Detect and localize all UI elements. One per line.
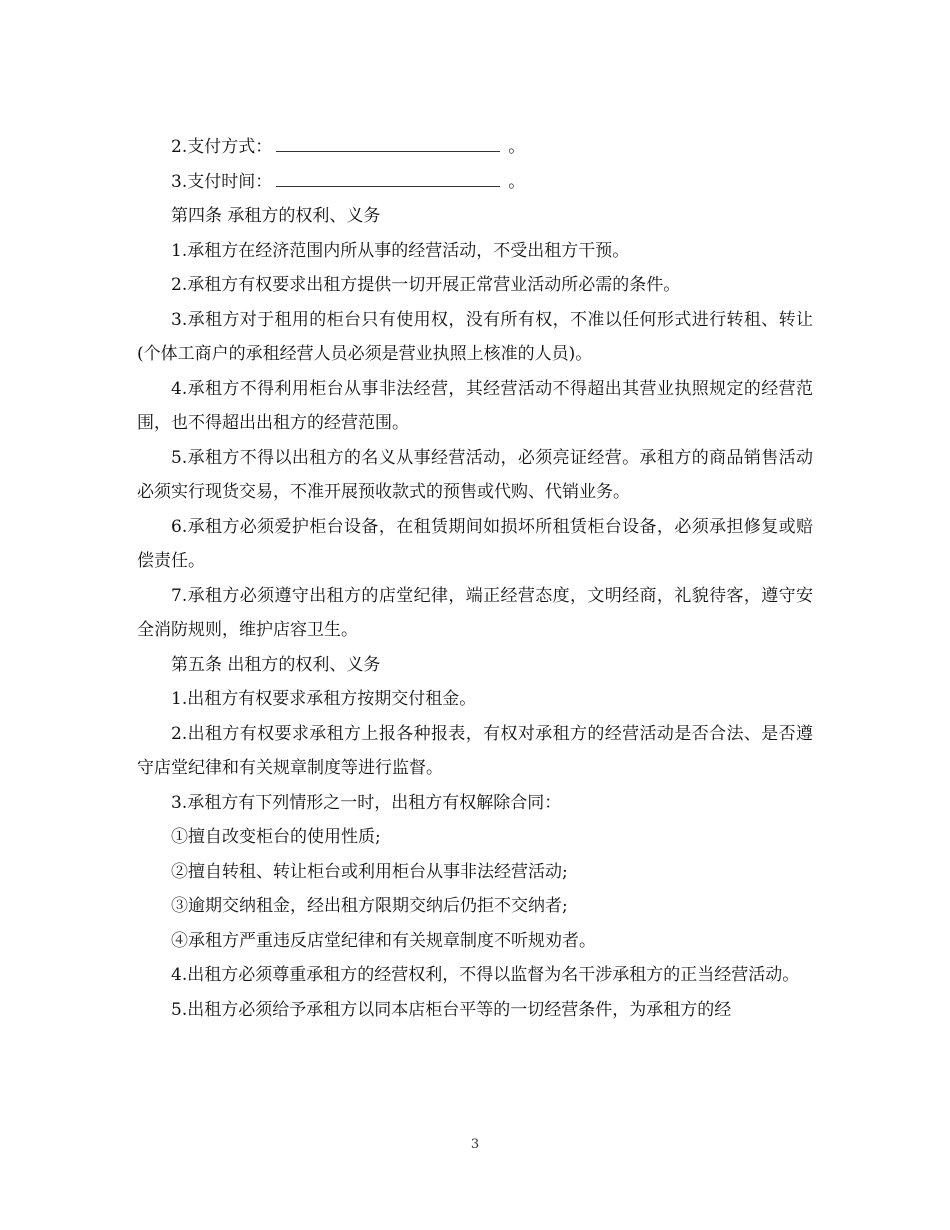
clause-5-3-item-3: ③逾期交纳租金，经出租方限期交纳后仍拒不交纳者; [171,896,568,916]
clause-5-1: 1.出租方有权要求承租方按期交付租金。 [171,689,477,709]
clause-5-3-item-4: ④承租方严重违反店堂纪律和有关规章制度不听规劝者。 [171,930,596,951]
payment-time-label: 3.支付时间： [171,171,273,192]
clause-5-2: 2.出租方有权要求承租方上报各种报表，有权对承租方的经营活动是否合法、是否遵守店堂纪律和有关规章制度等进行监督。 [137,723,813,778]
payment-time-end: 。 [508,171,526,192]
clause-5-3: 3.承租方有下列情形之一时，出租方有权解除合同： [171,792,562,813]
clause-4-7: 7.承租方必须遵守出租方的店堂纪律，端正经营态度，文明经商，礼貌待客，遵守安全消防规则，维护店容卫生。 [137,585,813,640]
clause-4-3: 3.承租方对于租用的柜台只有使用权，没有所有权，不准以任何形式进行转租、转让(个体工商户的承租经营人员必须是营业执照上核准的人员)。 [137,309,813,364]
clause-5-4: 4.出租方必须尊重承租方的经营权利，不得以监督为名干涉承租方的正当经营活动。 [171,965,800,985]
clause-5-3-item-1: ①擅自改变柜台的使用性质; [171,827,381,847]
clause-5-3-item-2: ②擅自转租、转让柜台或利用柜台从事非法经营活动; [171,861,568,882]
clause-4-1: 1.承租方在经济范围内所从事的经营活动，不受出租方干预。 [171,240,630,261]
payment-method-blank [276,137,500,152]
clause-4-5: 5.承租方不得以出租方的名义从事经营活动，必须亮证经营。承租方的商品销售活动必须实行现货交易，不准开展预收款式的预售或代购、代销业务。 [137,447,813,502]
clause-4-4: 4.承租方不得利用柜台从事非法经营，其经营活动不得超出其营业执照规定的经营范围，也不得超出出租方的经营范围。 [137,378,813,433]
section-heading-article-4: 第四条 承租方的权利、义务 [171,206,381,226]
payment-time-line [137,165,813,200]
payment-method-end: 。 [508,137,526,157]
payment-method-label: 2.支付方式： [171,137,273,157]
payment-method-line [137,130,813,165]
section-heading-article-5: 第五条 出租方的权利、义务 [171,654,381,675]
document-body [137,130,813,1027]
clause-4-2: 2.承租方有权要求出租方提供一切开展正常营业活动所必需的条件。 [171,275,681,295]
clause-4-6: 6.承租方必须爱护柜台设备，在租赁期间如损坏所租赁柜台设备，必须承担修复或赔偿责任。 [137,516,813,571]
payment-time-blank [276,172,500,187]
page-number: 3 [470,1137,480,1152]
clause-5-5: 5.出租方必须给予承租方以同本店柜台平等的一切经营条件，为承租方的经 [171,999,732,1020]
